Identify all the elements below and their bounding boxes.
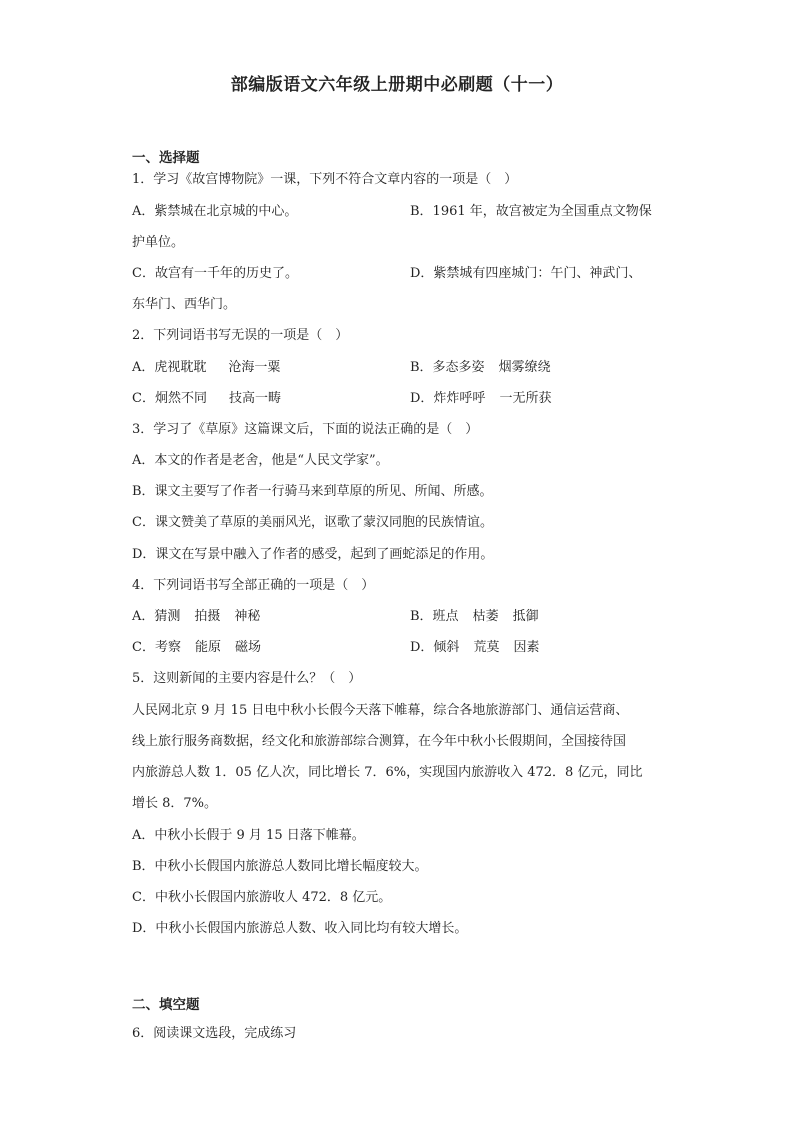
question-2-option-b: [410, 358, 551, 378]
question-5-stem: 5．这则新闻的主要内容是什么？（ ）: [132, 671, 362, 686]
question-1-option-d: D．紫禁城有四座城门：午门、神武门、: [410, 266, 642, 281]
question-1-option-b: B．1961 年，故宫被定为全国重点文物保: [410, 204, 652, 219]
question-1-option-c: C．故宫有一千年的历史了。: [132, 266, 298, 281]
question-4-stem: 4．下列词语书写全部正确的一项是（ ）: [132, 578, 375, 593]
question-2-option-d: [410, 389, 551, 409]
question-3-option-b: B．课文主要写了作者一行骑马来到草原的所见、所闻、所感。: [132, 484, 493, 499]
question-2-option-c: [132, 389, 281, 409]
option-word: D．炸炸呼呼: [410, 391, 486, 406]
question-1-option-b-cont: 护单位。: [132, 235, 185, 250]
option-word: 沧海一粟: [228, 360, 281, 375]
option-word: 因素: [513, 640, 540, 655]
question-3-option-d: D．课文在写景中融入了作者的感受，起到了画蛇添足的作用。: [132, 547, 494, 562]
option-word: C．考察: [132, 640, 181, 655]
option-word: 枯萎: [472, 609, 499, 624]
option-word: C．炯然不同: [132, 391, 207, 406]
option-word: 磁场: [234, 640, 261, 655]
question-4-option-d: [410, 638, 539, 658]
option-word: 烟雾缭绕: [498, 360, 551, 375]
news-passage-line: 人民网北京 9 月 15 日电中秋小长假今天落下帷幕，综合各地旅游部门、通信运营商、: [132, 703, 629, 718]
question-3-option-c: C．课文赞美了草原的美丽风光，讴歌了蒙汉同胞的民族情谊。: [132, 515, 493, 530]
question-1-option-a: A．紫禁城在北京城的中心。: [132, 204, 298, 219]
question-4-option-a: [132, 607, 260, 627]
option-word: 荒莫: [473, 640, 500, 655]
option-word: A．猜测: [132, 609, 181, 624]
question-5-option-d: D．中秋小长假国内旅游总人数、收入同比均有较大增长。: [132, 921, 468, 936]
question-1-option-d-cont: 东华门、西华门。: [132, 297, 237, 312]
option-word: 神秘: [234, 609, 261, 624]
question-4-option-b: [410, 607, 539, 627]
news-passage-line: 增长 8．7%。: [132, 796, 218, 811]
option-word: 能原: [194, 640, 221, 655]
page-title: 部编版语文六年级上册期中必刷题（十一）: [230, 75, 564, 95]
question-5-option-a: A．中秋小长假于 9 月 15 日落下帷幕。: [132, 828, 365, 843]
question-5-option-c: C．中秋小长假国内旅游收人 472．8 亿元。: [132, 890, 392, 905]
option-word: B．多态多姿: [410, 360, 485, 375]
section-heading-choice: 一、选择题: [132, 150, 200, 166]
news-passage-line: 线上旅行服务商数据，经文化和旅游部综合测算，在今年中秋小长假期间，全国接待国: [132, 734, 627, 749]
question-4-option-c: [132, 638, 261, 658]
question-3-stem: 3．学习了《草原》这篇课文后，下面的说法正确的是（ ）: [132, 422, 479, 437]
question-1-stem: 1．学习《故宫博物院》一课，下列不符合文章内容的一项是（ ）: [132, 172, 518, 187]
option-word: D．倾斜: [410, 640, 460, 655]
question-2-stem: 2．下列词语书写无误的一项是（ ）: [132, 328, 349, 343]
question-2-option-a: [132, 358, 280, 378]
news-passage-line: 内旅游总人数 1．05 亿人次，同比增长 7．6%，实现国内旅游收入 472．8 亿元，同比: [132, 765, 643, 780]
option-word: A．虎视耽耽: [132, 360, 207, 375]
option-word: B．班点: [410, 609, 459, 624]
question-5-option-b: B．中秋小长假国内旅游总人数同比增长幅度较大。: [132, 859, 428, 874]
section-heading-fill: 二、填空题: [132, 997, 200, 1013]
option-word: 抵御: [512, 609, 539, 624]
question-3-option-a: A．本文的作者是老舍，他是“人民文学家”。: [132, 453, 389, 468]
option-word: 一无所获: [499, 391, 552, 406]
option-word: 拍摄: [194, 609, 221, 624]
question-6-stem: 6．阅读课文选段，完成练习: [132, 1026, 297, 1041]
option-word: 技高一畴: [228, 391, 281, 406]
